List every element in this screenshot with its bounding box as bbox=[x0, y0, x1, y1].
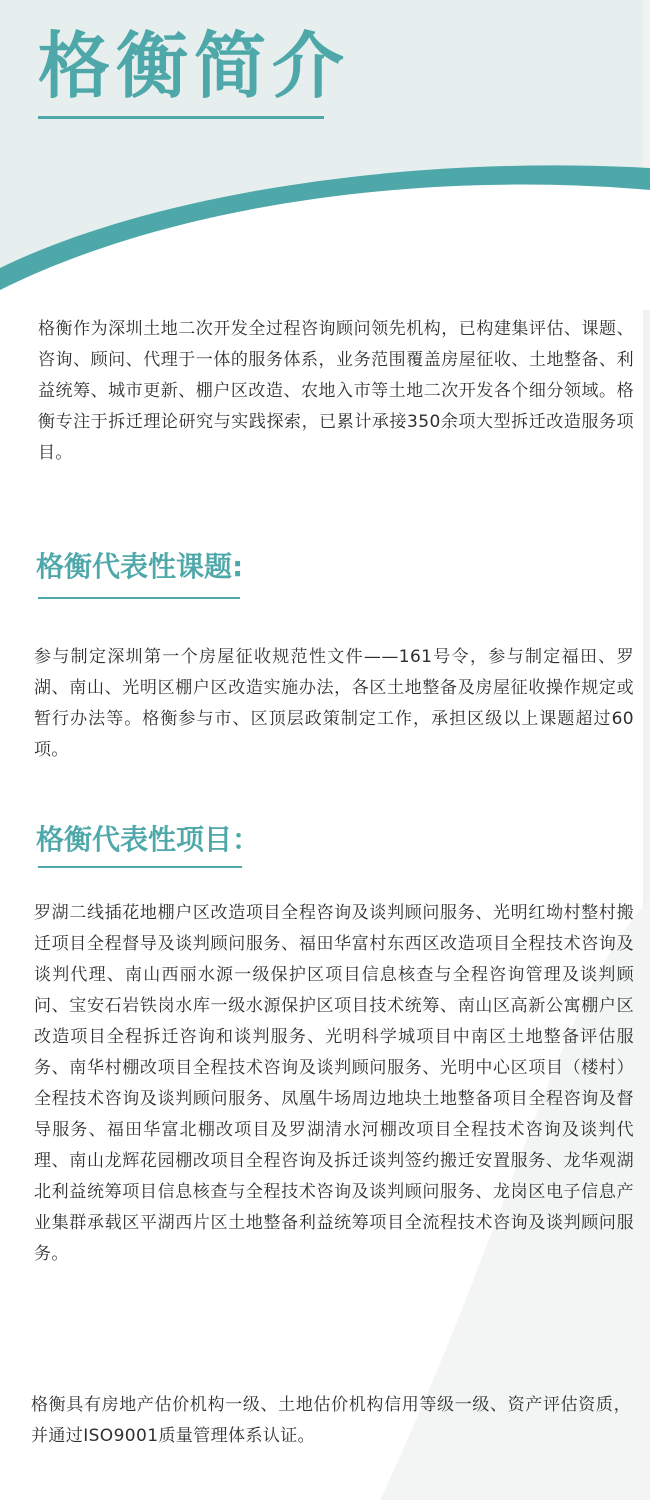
topics-paragraph: 参与制定深圳第一个房屋征收规范性文件——161号令，参与制定福田、罗湖、南山、光明区棚户区改造实施办法，各区土地整备及房屋征收操作规定或暂行办法等。格衡参与市、区顶层政策制定工作，承担区级以上课题超过60项。 bbox=[34, 647, 634, 760]
projects-heading-underline bbox=[38, 866, 242, 868]
title-underline bbox=[38, 116, 324, 119]
certification-paragraph: 格衡具有房地产估价机构一级、土地估价机构信用等级一级、资产评估资质，并通过ISO9001质量管理体系认证。 bbox=[31, 1395, 631, 1446]
projects-heading: 格衡代表性项目： bbox=[36, 823, 261, 856]
intro-paragraph: 格衡作为深圳土地二次开发全过程咨询顾问领先机构，已构建集评估、课题、咨询、顾问、代理于一体的服务体系，业务范围覆盖房屋征收、土地整备、利益统筹、城市更新、棚户区改造、农地入市等土地二次开发各个细分领域。格衡专注于拆迁理论研究与实践探索，已累计承接350余项大型拆迁改造服务项目。 bbox=[38, 319, 634, 463]
projects-paragraph: 罗湖二线插花地棚户区改造项目全程咨询及谈判顾问服务、光明红坳村整村搬迁项目全程督导及谈判顾问服务、福田华富村东西区改造项目全程技术咨询及谈判代理、南山西丽水源一级保护区项目信息核查与全程咨询管理及谈判顾问、宝安石岩铁岗水库一级水源保护区项目技术统筹、南山区高新公寓棚户区改造项目全程拆迁咨询和谈判服务、光明科学城项目中南区土地整备评估服务、南华村棚改项目全程技术咨询及谈判顾问服务、光明中心区项目（楼村）全程技术咨询及谈判顾问服务、凤凰牛场周边地块土地整备项目全程咨询及督导服务、福田华富北棚改项目及罗湖清水河棚改项目全程技术咨询及谈判代理、南山龙辉花园棚改项目全程咨询及拆迁谈判签约搬迁安置服务、龙华观湖北利益统筹项目信息核查与全程技术咨询及谈判顾问服务、龙岗区电子信息产业集群承载区平湖西片区土地整备利益统筹项目全流程技术咨询及谈判顾问服务。 bbox=[34, 903, 634, 1264]
topics-heading-underline bbox=[38, 597, 240, 599]
topics-heading: 格衡代表性课题: bbox=[36, 550, 244, 583]
header-wave-decoration bbox=[0, 150, 650, 310]
page-title: 格衡简介 bbox=[38, 24, 351, 108]
